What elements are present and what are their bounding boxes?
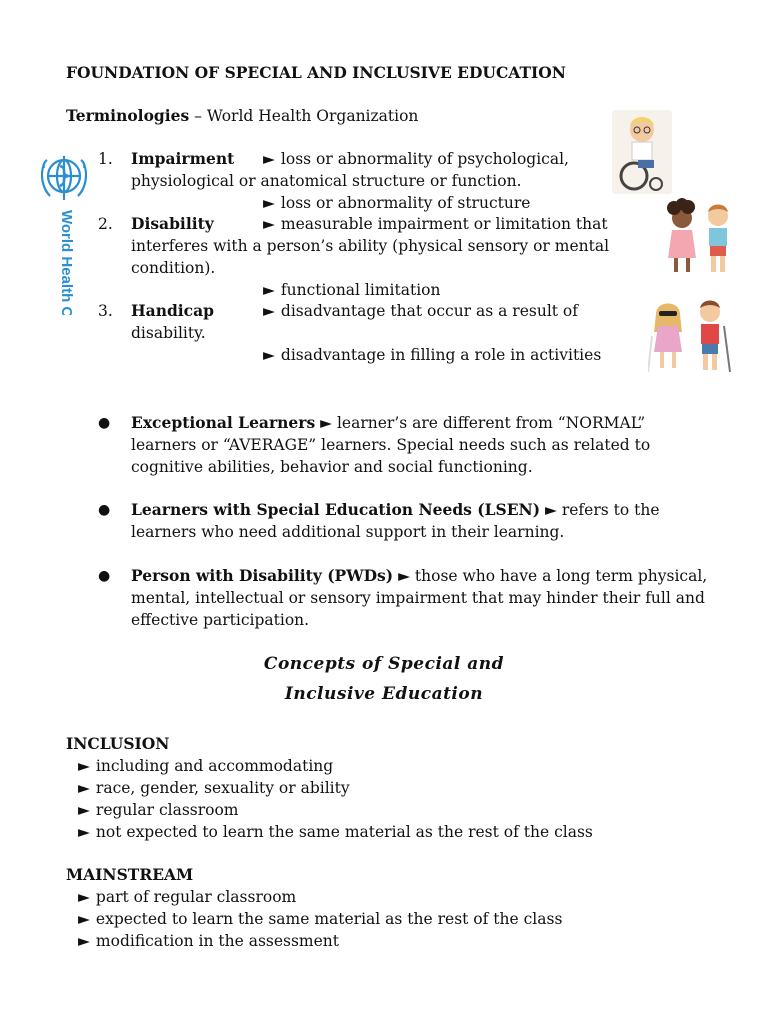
concepts-heading-line2: Inclusive Education — [284, 684, 484, 704]
arrow-icon: ► — [263, 150, 275, 168]
arrow-icon: ► — [78, 823, 90, 841]
term-1-def2: ► loss or abnormality of structure — [263, 194, 531, 212]
inclusion-item: ► race, gender, sexuality or ability — [78, 779, 350, 797]
blind-child-with-crutch-child-illustration — [648, 296, 740, 374]
arrow-icon: ► — [263, 302, 275, 320]
term-1-number: 1. — [98, 150, 113, 168]
who-logo-text: World Health Organization — [58, 210, 75, 315]
bullet-pwds: Person with Disability (PWDs) ► those who have a long term physical, mental, intellectual or sensory impairment that may hinder their full and effective participation. — [131, 566, 708, 629]
arrow-icon: ► — [544, 501, 557, 519]
term-2-def1-cont2: condition). — [131, 259, 216, 277]
bullet-exceptional-learners: Exceptional Learners ► learner’s are different from “NORMAL” learners or “AVERAGE” learners. Special needs such as related to cognitive abilities, behavior and social functioning. — [131, 413, 651, 476]
term-3-name: Handicap — [131, 301, 215, 320]
term-2-name: Disability — [131, 214, 214, 233]
arrow-icon: ► — [78, 888, 90, 906]
inclusion-item: ► including and accommodating — [78, 757, 334, 775]
term-3-number: 3. — [98, 302, 113, 320]
bullet-dot: ● — [98, 502, 111, 518]
mainstream-item: ► part of regular classroom — [78, 888, 297, 906]
bullet-dot: ● — [98, 415, 111, 431]
term-3-def1-cont: disability. — [131, 324, 206, 342]
term-1-def1-cont: physiological or anatomical structure or function. — [131, 172, 522, 190]
arrow-icon: ► — [263, 194, 275, 212]
terminologies-label: Terminologies — [66, 106, 190, 125]
arrow-icon: ► — [398, 567, 410, 585]
arrow-icon: ► — [78, 757, 90, 775]
term-3-def2: ► disadvantage in filling a role in activities — [263, 346, 602, 364]
concepts-heading-line1: Concepts of Special and — [263, 654, 505, 674]
bullet-lsen: Learners with Special Education Needs (LSEN) ► refers to the learners who need additional support in their learning. — [131, 500, 660, 541]
arrow-icon: ► — [78, 932, 90, 950]
arrow-icon: ► — [263, 215, 275, 233]
terminologies-source: – World Health Organization — [189, 107, 419, 125]
term-3-def1: ► disadvantage that occur as a result of — [263, 302, 579, 320]
who-emblem-icon — [38, 150, 90, 315]
term-1-name: Impairment — [131, 149, 235, 168]
term-2-def2: ► functional limitation — [263, 281, 441, 299]
term-1-def1: ► loss or abnormality of psychological, — [263, 150, 569, 168]
arrow-icon: ► — [263, 281, 275, 299]
who-logo — [38, 150, 90, 315]
term-2-def1-cont: interferes with a person’s ability (physical sensory or mental — [131, 237, 610, 255]
arrow-icon: ► — [78, 910, 90, 928]
arrow-icon: ► — [263, 346, 275, 364]
inclusion-item: ► regular classroom — [78, 801, 239, 819]
inclusion-heading: INCLUSION — [66, 734, 170, 753]
inclusion-item: ► not expected to learn the same material as the rest of the class — [78, 823, 593, 841]
mainstream-item: ► modification in the assessment — [78, 932, 340, 950]
term-2-number: 2. — [98, 215, 113, 233]
document-title: FOUNDATION OF SPECIAL AND INCLUSIVE EDUCATION — [66, 63, 566, 82]
terminologies-line — [66, 105, 418, 127]
term-2-def1: ► measurable impairment or limitation that — [263, 215, 608, 233]
arrow-icon: ► — [320, 414, 333, 432]
mainstream-item: ► expected to learn the same material as the rest of the class — [78, 910, 563, 928]
arrow-icon: ► — [78, 779, 90, 797]
two-children-illustration — [660, 196, 742, 278]
bullet-dot: ● — [98, 568, 111, 584]
arrow-icon: ► — [78, 801, 90, 819]
mainstream-heading: MAINSTREAM — [66, 865, 194, 884]
wheelchair-user-illustration — [612, 110, 672, 194]
